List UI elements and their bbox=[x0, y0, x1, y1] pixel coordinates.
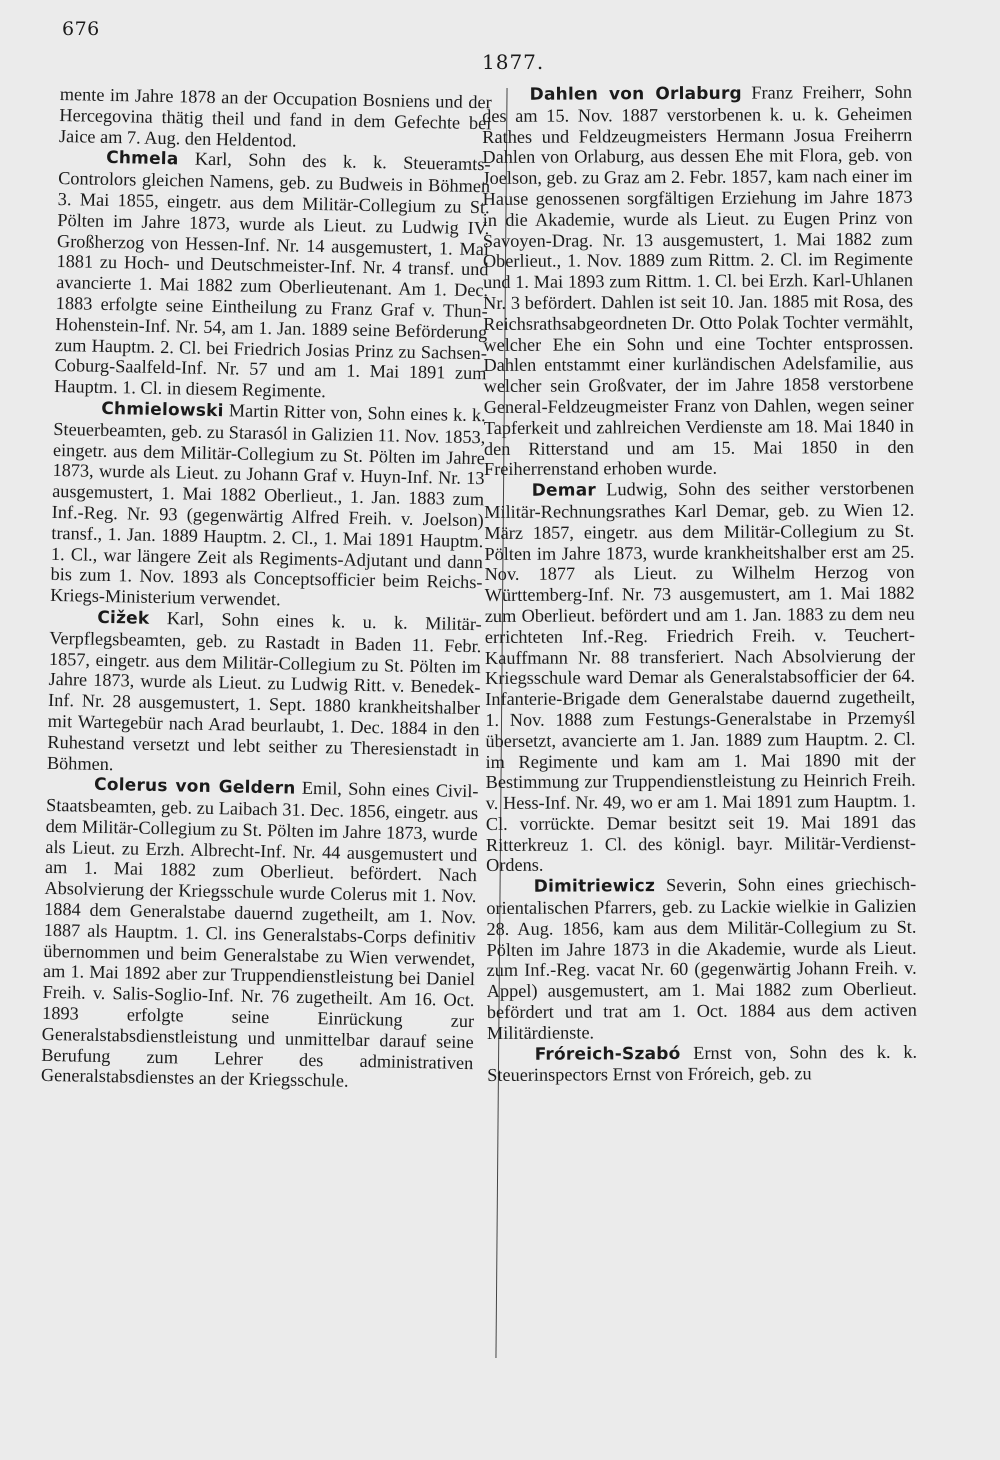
entry-name: Chmielowski bbox=[101, 398, 224, 422]
entry-text: Ludwig, Sohn des seither verstorbenen Militär-Rechnungsrathes Karl Demar, geb. zu Wien 12. März 1857, eingetr. aus dem Militär-Collegium zu St. Pölten im Jahre 1873, wurde krankheitshalber erst am 25. Nov. 1877 als Lieut. zu Wilhelm Herzog von Württemberg-Inf. Nr. 73 ausgemustert, am 1. Mai 1882 zum Oberlieut. befördert und am 1. Jan. 1883 zu dem neu errichteten Inf.-Reg. Friedrich Freih. v. Teuchert-Kauffmann Nr. 88 transferiert. Nach Absolvierung der Kriegsschule ward Demar als Generalstabsofficier der 64. Infanterie-Brigade dem Generalstabe dauernd zugetheilt, 1. Nov. 1888 zum Festungs-Generalstabe in Przemyśl übersetzt, avancierte am 1. Jan. 1889 zum Hauptm. 2. Cl. im Regimente und kam am 1. Mai 1890 mit der Bestimmung zur Truppendienstleistung zu Heinrich Freih. v. Hess-Inf. Nr. 49, wo er am 1. Mai 1891 zum Hauptm. 1. Cl. vorrückte. Demar besitzt seit 19. Mai 1891 das Ritterkreuz 1. Cl. des königl. bayr. Militär-Verdienst-Ordens. bbox=[484, 477, 917, 876]
biography-entry bbox=[486, 874, 917, 1044]
right-column bbox=[482, 82, 919, 1359]
entry-name: Chmela bbox=[105, 148, 179, 170]
entry-name: Dimitriewicz bbox=[533, 876, 656, 898]
biography-entry bbox=[50, 397, 486, 614]
entry-name: Demar bbox=[531, 480, 596, 501]
entry-text: Severin, Sohn eines griechisch-orientalischen Pfarrers, geb. zu Lackie wielkie in Galizien 28. Aug. 1856, kam aus dem Militär-Collegium zu St. Pölten im Jahre 1873 in die Akademie, wurde als Lieut. zum Inf.-Reg. vacat Nr. 60 (gegenwärtig Johann Freih. v. Appel) ausgemustert, am 1. Mai 1882 zum Oberlieut. befördert und trat am 1. Oct. 1884 aus dem activen Militärdienste. bbox=[486, 874, 917, 1043]
entry-text: Franz Freiherr, Sohn des am 15. Nov. 1887 verstorbenen k. u. k. Geheimen Rathes und Feldzeugmeisters Hermann Josua Freiherrn Dahlen von Orlaburg, aus dessen Ehe mit Flora, geb. von Joelson, geb. zu Graz am 2. Febr. 1857, kam nach einer im Hause genossenen sorgfältigen Erziehung im Jahre 1873 in die Akademie, wurde als Lieut. zu Eugen Prinz von Savoyen-Drag. Nr. 13 ausgemustert, 1. Mai 1882 zum Oberlieut., 1. Nov. 1889 zum Rittm. 2. Cl. im Regimente und 1. Mai 1893 zum Rittm. 1. Cl. bei Erzh. Karl-Uhlanen Nr. 3 befördert. Dahlen ist seit 10. Jan. 1885 mit Rosa, des Reichsrathsabgeordneten Dr. Otto Polak Tochter vermählt, welcher Ehe ein Sohn und eine Tochter entsprossen. Dahlen entstammt einer kurländischen Adelsfamilie, aus welcher sein Großvater, der im Jahre 1858 verstorbene General-Feldzeugmeister Franz von Dahlen, wegen seiner Tapferkeit und zahlreichen Verdienste am 18. Mai 1840 in den Ritterstand und am 15. Mai 1850 in den Freiherrenstand erhoben wurde. bbox=[482, 81, 914, 480]
entry-text: Emil, Sohn eines Civil-Staatsbeamten, geb. zu Laibach 31. Dec. 1856, eingetr. aus dem Militär-Collegium zu St. Pölten im Jahre 1873, wurde als Lieut. zu Erzh. Albrecht-Inf. Nr. 44 ausgemustert und am 1. Mai 1882 zum Oberlieut. befördert. Nach Absolvierung der Kriegsschule wurde Colerus mit 1. Nov. 1884 dem Generalstabe dauernd zugetheilt, am 1. Nov. 1887 als Hauptm. 1. Cl. ins Generalstabs-Corps definitiv übernommen und beim Generalstabe zu Wien verwendet, am 1. Mai 1892 aber zur Truppendienstleistung bei Daniel Freih. v. Salis-Soglio-Inf. Nr. 76 zugetheilt. Am 16. Oct. 1893 erfolgte seine Einrückung zur Generalstabsdienstleistung und unmittelbar darauf seine Berufung zum Lehrer des administrativen Generalstabsdienstes an der Kriegsschule. bbox=[40, 778, 479, 1092]
year-heading: 1877. bbox=[482, 50, 545, 74]
biography-entry bbox=[482, 82, 914, 480]
entry-text: Martin Ritter von, Sohn eines k. k. Steuerbeamten, geb. zu Starasól in Galizien 11. Nov. 1853, eingetr. aus dem Militär-Collegium zu St. Pölten im Jahre 1873, wurde als Lieut. zu Johann Graf v. Huyn-Inf. Nr. 13 ausgemustert, 1. Mai 1882 Oberlieut., 1. Jan. 1883 zum Inf.-Reg. Nr. 93 (gegenwärtig Alfred Freih. v. Joelson) transf., 1. Jan. 1889 Hauptm. 2. Cl., 1. Mai 1891 Hauptm. 1. Cl., war längere Zeit als Regiments-Adjutant und dann bis zum 1. Nov. 1893 als Conceptsofficier beim Reichs-Kriegs-Ministerium verwendet. bbox=[49, 400, 486, 610]
entry-name: Colerus von Geldern bbox=[93, 775, 296, 799]
entry-name: Dahlen von Orlaburg bbox=[529, 83, 742, 105]
biography-entry bbox=[54, 146, 491, 405]
continuation-paragraph: mente im Jahre 1878 an der Occupation Bosniens und der Hercegovina thätig theil und fand in dem Gefechte bei Jaice am 7. Aug. den Heldentod. bbox=[58, 84, 492, 151]
biography-entry bbox=[487, 1041, 917, 1086]
biography-entry bbox=[41, 773, 479, 1094]
left-column bbox=[36, 84, 492, 1357]
biography-entry bbox=[484, 478, 916, 876]
entry-text: Karl, Sohn eines k. u. k. Militär-Verpflegsbeamten, geb. zu Rastadt in Baden 11. Febr. 1857, eingetr. aus dem Militär-Collegium zu St. Pölten im Jahre 1873, wurde als Lieut. zu Ludwig Ritt. v. Benedek-Inf. Nr. 28 ausgemustert, 1. Sept. 1880 krankheitshalber mit Wartegebür nach Arad beurlaubt, 1. Dec. 1884 in den Ruhestand versetzt und lebt seither zu Theresienstadt in Böhmen. bbox=[46, 608, 482, 774]
entry-text: Karl, Sohn des k. k. Steueramts-Controlors gleichen Namens, geb. zu Budweis in Böhmen 3. Mai 1855, eingetr. aus dem Militär-Collegium zu St. Pölten im Jahre 1873, wurde als Lieut. zu Ludwig IV. Großherzog von Hessen-Inf. Nr. 14 ausgemustert, 1. Mai 1881 zu Hoch- und Deutschmeister-Inf. Nr. 4 transf. und avancierte 1. Mai 1882 zum Oberlieutenant. Am 1. Dec. 1883 erfolgte seine Eintheilung zu Franz Graf v. Thun-Hohenstein-Inf. Nr. 54, am 1. Jan. 1889 seine Beförderung zum Hauptm. 2. Cl. bei Friedrich Josias Prinz zu Sachsen-Coburg-Saalfeld-Inf. Nr. 57 und am 1. Mai 1891 zum Hauptm. 1. Cl. in diesem Regimente. bbox=[54, 148, 491, 402]
biography-entry bbox=[47, 606, 482, 782]
entry-name: Cižek bbox=[97, 607, 150, 629]
entry-name: Fróreich-Szabó bbox=[534, 1043, 681, 1065]
page-number: 676 bbox=[62, 18, 100, 40]
entry-text: Ernst von, Sohn des k. k. Steuerinspectors Ernst von Fróreich, geb. zu bbox=[487, 1041, 918, 1086]
